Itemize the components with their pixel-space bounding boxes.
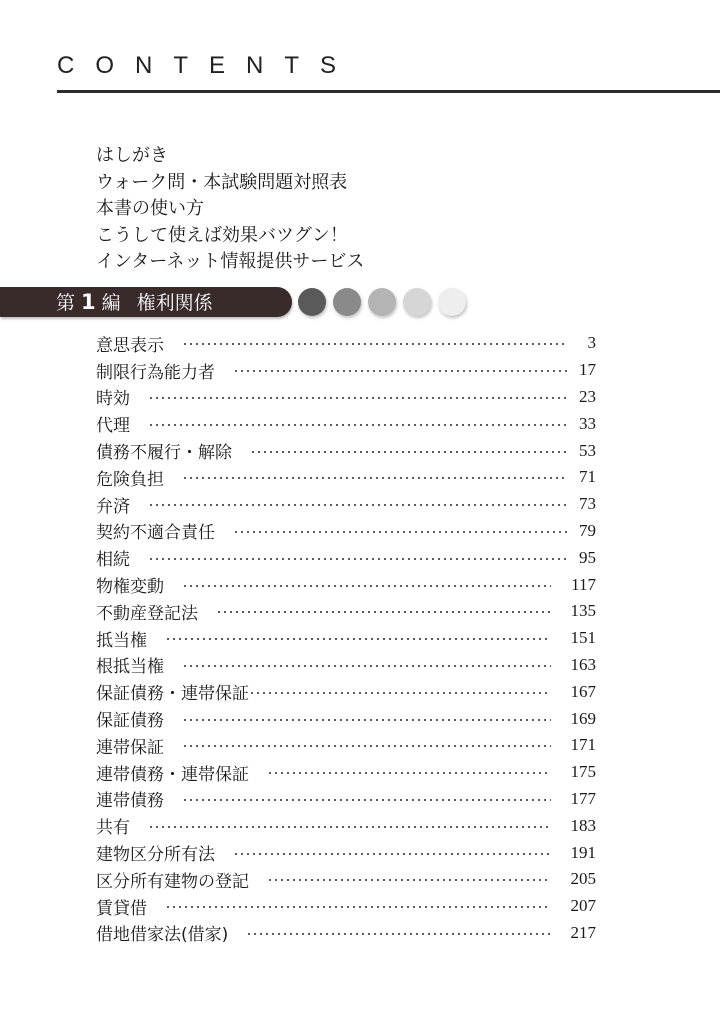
toc-leader-dots [182,745,551,747]
toc-label: 区分所有建物の登記 [96,871,249,892]
decorative-dot [368,288,396,316]
toc-row[interactable] [96,866,596,893]
toc-leader-dots [246,933,551,935]
toc-page-number: 183 [570,815,596,835]
toc-row[interactable] [96,920,596,947]
toc-page-number: 71 [579,467,596,487]
toc-row[interactable] [96,759,596,786]
toc-label: 危険負担 [96,469,164,490]
intro-item[interactable]: ウォーク問・本試験問題対照表 [96,171,348,193]
toc-page-number: 151 [570,628,596,648]
toc-leader-dots [267,772,551,774]
toc-row[interactable] [96,705,596,732]
toc-label: 弁済 [96,496,130,517]
toc-leader-dots [233,853,551,855]
toc-row[interactable] [96,732,596,759]
toc-row[interactable] [96,786,596,813]
toc-label: 抵当権 [96,630,147,651]
toc-label: 保証債務 [96,711,164,732]
toc-page-number: 169 [570,708,596,728]
decorative-dot [333,288,361,316]
toc-label: 共有 [96,818,130,839]
toc-leader-dots [165,906,551,908]
toc-label: 相続 [96,550,130,571]
toc-row[interactable] [96,544,596,571]
toc-row[interactable] [96,357,596,384]
toc-page-number: 175 [570,762,596,782]
toc-leader-dots [233,370,568,372]
toc-page-number: 23 [579,386,596,406]
section-header-band [0,287,292,317]
toc-row[interactable] [96,437,596,464]
toc-page-number: 135 [570,601,596,621]
toc-label: 契約不適合責任 [96,523,215,544]
toc-page-number: 53 [579,440,596,460]
toc-leader-dots [250,451,568,453]
toc-leader-dots [148,424,568,426]
intro-list [96,143,364,276]
toc-page-number: 167 [570,681,596,701]
toc-row[interactable] [96,812,596,839]
toc-page-number: 33 [579,413,596,433]
toc-leader-dots [233,531,568,533]
toc-label: 不動産登記法 [96,603,198,624]
toc-row[interactable] [96,893,596,920]
title-rule [57,90,720,93]
toc-leader-dots [182,343,568,345]
toc-row[interactable] [96,571,596,598]
toc-page-number: 177 [570,788,596,808]
toc-leader-dots [182,477,568,479]
toc-row[interactable] [96,330,596,357]
toc-row[interactable] [96,625,596,652]
toc-label: 賃貸借 [96,898,147,919]
toc-page-number: 191 [570,842,596,862]
toc-row[interactable] [96,410,596,437]
toc-row[interactable] [96,678,596,705]
toc-page-number: 73 [579,494,596,514]
decorative-dot [298,288,326,316]
toc-label: 代理 [96,416,130,437]
toc-label: 根抵当権 [96,657,164,678]
contents-title: CONTENTS [57,52,357,79]
toc-list [96,330,596,946]
toc-page-number: 17 [579,360,596,380]
toc-label: 保証債務・連帯保証 [96,684,249,705]
decorative-dot [403,288,431,316]
toc-label: 意思表示 [96,335,164,356]
toc-row[interactable] [96,598,596,625]
toc-leader-dots [148,397,568,399]
toc-page-number: 163 [570,654,596,674]
decorative-dot [438,288,466,316]
toc-leader-dots [182,799,551,801]
toc-label: 債務不履行・解除 [96,443,232,464]
toc-leader-dots [148,558,568,560]
toc-page-number: 171 [570,735,596,755]
toc-page-number: 207 [570,896,596,916]
toc-leader-dots [182,665,551,667]
toc-page-number: 217 [570,922,596,942]
toc-page-number: 95 [579,547,596,567]
toc-page-number: 205 [570,869,596,889]
toc-leader-dots [148,826,551,828]
intro-item[interactable]: 本書の使い方 [96,198,204,219]
toc-leader-dots [182,585,551,587]
toc-page-number: 117 [571,574,596,594]
section-suffix: 編 [101,292,121,314]
toc-label: 物権変動 [96,577,164,598]
toc-page-number: 79 [579,520,596,540]
toc-label: 時効 [96,389,130,410]
section-name: 権利関係 [136,292,213,314]
toc-row[interactable] [96,384,596,411]
toc-leader-dots [249,692,551,694]
section-number: 1 [81,290,96,314]
toc-leader-dots [216,611,551,613]
toc-page-number: 3 [587,333,596,353]
section-title[interactable] [56,287,213,318]
toc-label: 建物区分所有法 [96,845,215,866]
toc-leader-dots [148,504,568,506]
intro-item[interactable]: インターネット情報提供サービス [96,251,365,272]
toc-leader-dots [182,719,551,721]
toc-label: 制限行為能力者 [96,362,215,383]
toc-label: 連帯債務・連帯保証 [96,764,249,785]
toc-row[interactable] [96,491,596,518]
toc-row[interactable] [96,652,596,679]
toc-label: 連帯保証 [96,737,164,758]
toc-leader-dots [165,638,551,640]
intro-item[interactable]: はしがき [96,145,168,166]
toc-label: 借地借家法(借家) [96,925,229,946]
toc-row[interactable] [96,839,596,866]
toc-label: 連帯債務 [96,791,164,812]
section-prefix: 第 [56,292,76,314]
toc-leader-dots [267,879,551,881]
toc-row[interactable] [96,518,596,545]
toc-row[interactable] [96,464,596,491]
intro-item[interactable]: こうして使えば効果バツグン！ [96,224,348,246]
